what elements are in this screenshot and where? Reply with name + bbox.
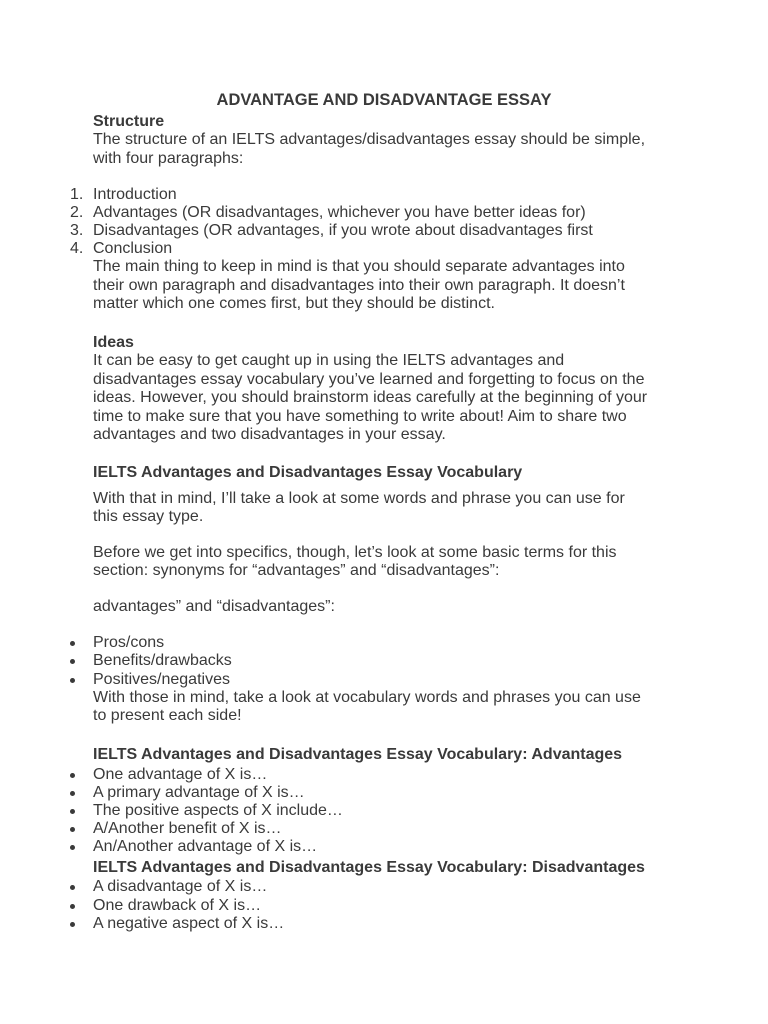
bullet-icon	[70, 634, 78, 652]
bullet-icon	[70, 878, 78, 896]
page-title: ADVANTAGE AND DISADVANTAGE ESSAY	[216, 91, 552, 109]
paragraph-line: this essay type.	[93, 508, 204, 525]
list-item: One advantage of X is…	[93, 766, 268, 783]
ideas-heading: Ideas	[93, 334, 134, 351]
list-number: 1.	[70, 186, 84, 203]
bullet-icon	[70, 784, 78, 802]
list-item: Conclusion	[93, 240, 173, 257]
paragraph-line: Before we get into specifics, though, let’s look at some basic terms for this	[93, 544, 617, 561]
paragraph-line: advantages” and “disadvantages”:	[93, 598, 335, 615]
bullet-icon	[70, 671, 78, 689]
list-item: Pros/cons	[93, 634, 165, 651]
list-item: A disadvantage of X is…	[93, 878, 268, 895]
list-number: 3.	[70, 222, 84, 239]
list-item: A primary advantage of X is…	[93, 784, 305, 801]
paragraph-line: With that in mind, I’ll take a look at some words and phrase you can use for	[93, 490, 625, 507]
paragraph-line: It can be easy to get caught up in using the IELTS advantages and	[93, 352, 565, 369]
list-number: 4.	[70, 240, 84, 257]
bullet-icon	[70, 838, 78, 856]
vocabulary-heading: IELTS Advantages and Disadvantages Essay Vocabulary	[93, 464, 523, 481]
paragraph-line: section: synonyms for “advantages” and “disadvantages”:	[93, 562, 500, 579]
list-item: Advantages (OR disadvantages, whichever you have better ideas for)	[93, 204, 586, 221]
paragraph-line: with four paragraphs:	[93, 150, 244, 167]
list-item: The positive aspects of X include…	[93, 802, 343, 819]
list-item: A/Another benefit of X is…	[93, 820, 282, 837]
bullet-icon	[70, 915, 78, 933]
bullet-icon	[70, 802, 78, 820]
paragraph-line: disadvantages essay vocabulary you’ve learned and forgetting to focus on the	[93, 371, 645, 388]
paragraph-line: matter which one comes first, but they should be distinct.	[93, 295, 495, 312]
list-item: Introduction	[93, 186, 177, 203]
list-item: Disadvantages (OR advantages, if you wrote about disadvantages first	[93, 222, 593, 239]
list-number: 2.	[70, 204, 84, 221]
list-item: A negative aspect of X is…	[93, 915, 285, 932]
bullet-icon	[70, 820, 78, 838]
paragraph-line: to present each side!	[93, 707, 242, 724]
paragraph-line: ideas. However, you should brainstorm ideas carefully at the beginning of your	[93, 389, 648, 406]
paragraph-line: time to make sure that you have something to write about! Aim to share two	[93, 408, 627, 425]
paragraph-line: their own paragraph and disadvantages into their own paragraph. It doesn’t	[93, 277, 625, 294]
list-item: Benefits/drawbacks	[93, 652, 232, 669]
bullet-icon	[70, 897, 78, 915]
advantages-heading: IELTS Advantages and Disadvantages Essay Vocabulary: Advantages	[93, 746, 623, 763]
list-item: An/Another advantage of X is…	[93, 838, 318, 855]
paragraph-line: With those in mind, take a look at vocabulary words and phrases you can use	[93, 689, 641, 706]
structure-heading: Structure	[93, 113, 165, 130]
list-item: Positives/negatives	[93, 671, 230, 688]
disadvantages-heading: IELTS Advantages and Disadvantages Essay Vocabulary: Disadvantages	[93, 859, 645, 876]
paragraph-line: The structure of an IELTS advantages/disadvantages essay should be simple,	[93, 131, 646, 148]
paragraph-line: advantages and two disadvantages in your essay.	[93, 426, 446, 443]
bullet-icon	[70, 652, 78, 670]
paragraph-line: The main thing to keep in mind is that you should separate advantages into	[93, 258, 625, 275]
bullet-icon	[70, 766, 78, 784]
list-item: One drawback of X is…	[93, 897, 262, 914]
